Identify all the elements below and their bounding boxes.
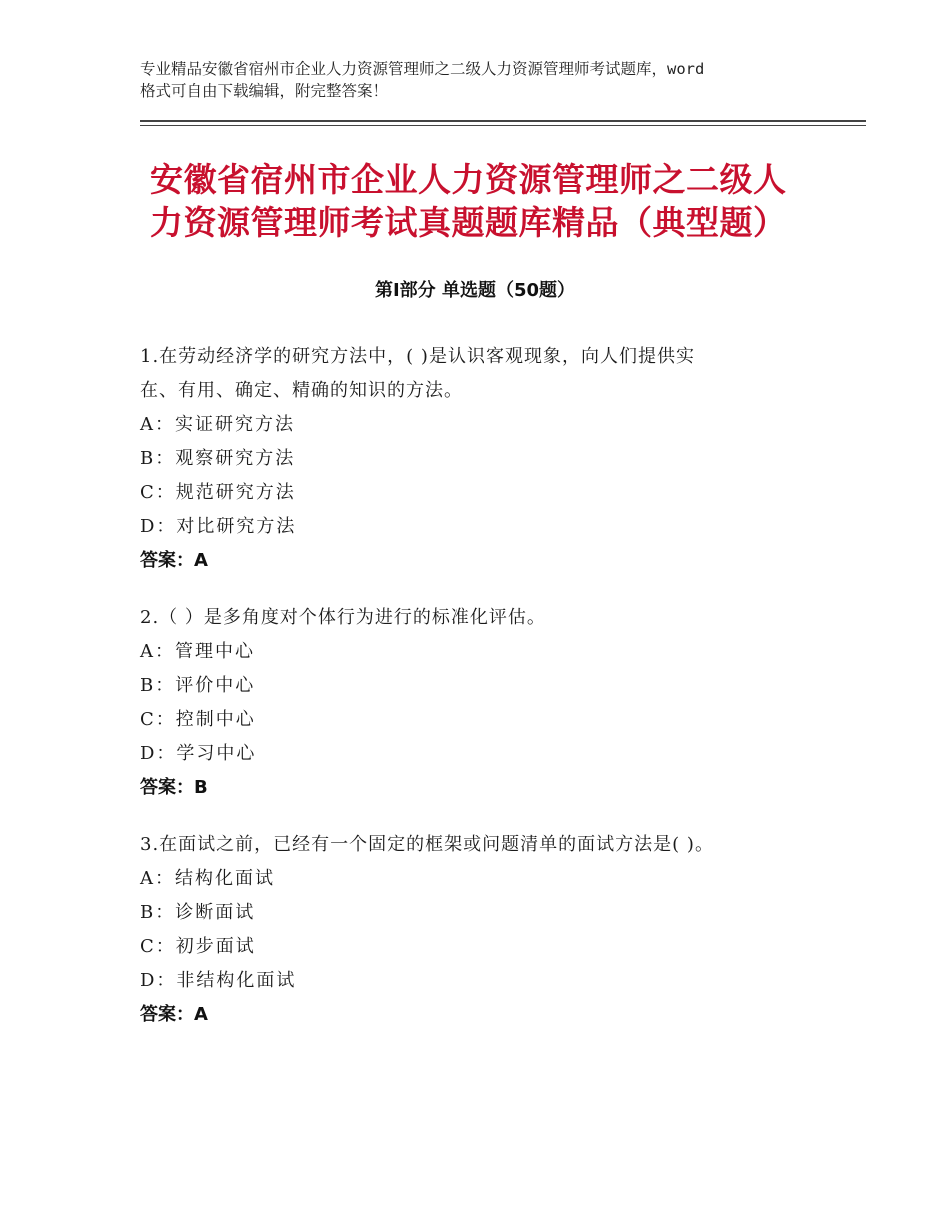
question-list	[140, 340, 840, 1055]
option-a: A：结构化面试	[140, 868, 275, 889]
document-title-line2: 力资源管理师考试真题题库精品（典型题）	[150, 203, 787, 242]
option-d: D：对比研究方法	[140, 516, 297, 537]
question-stem: 1.在劳动经济学的研究方法中，( )是认识客观现象，向人们提供实	[140, 346, 695, 367]
question-stem: 2.（ ）是多角度对个体行为进行的标准化评估。	[140, 607, 546, 628]
option-a: A：管理中心	[140, 641, 255, 662]
question-2	[140, 601, 840, 805]
option-a: A：实证研究方法	[140, 414, 295, 435]
question-stem: 3.在面试之前，已经有一个固定的框架或问题清单的面试方法是( )。	[140, 834, 714, 855]
answer: 答案：A	[140, 550, 208, 571]
option-b: B：观察研究方法	[140, 448, 296, 469]
option-d: D：学习中心	[140, 743, 257, 764]
option-c: C：规范研究方法	[140, 482, 296, 503]
header-rule-thick	[140, 120, 866, 122]
question-1	[140, 340, 840, 578]
header-note	[140, 58, 830, 102]
answer: 答案：A	[140, 1004, 208, 1025]
option-c: C：初步面试	[140, 936, 256, 957]
document-title	[150, 158, 830, 244]
option-c: C：控制中心	[140, 709, 256, 730]
option-b: B：诊断面试	[140, 902, 256, 923]
header-note-line2: 格式可自由下载编辑，附完整答案！	[140, 82, 389, 100]
header-rule-thin	[140, 125, 866, 126]
question-3	[140, 828, 840, 1032]
question-stem-continued: 在、有用、确定、精确的知识的方法。	[140, 380, 463, 401]
document-title-line1: 安徽省宿州市企业人力资源管理师之二级人	[150, 160, 787, 199]
answer: 答案：B	[140, 777, 208, 798]
option-d: D：非结构化面试	[140, 970, 297, 991]
header-note-line1: 专业精品安徽省宿州市企业人力资源管理师之二级人力资源管理师考试题库，word	[140, 60, 705, 78]
section-title: 第Ⅰ部分 单选题（50题）	[374, 280, 575, 301]
option-b: B：评价中心	[140, 675, 256, 696]
